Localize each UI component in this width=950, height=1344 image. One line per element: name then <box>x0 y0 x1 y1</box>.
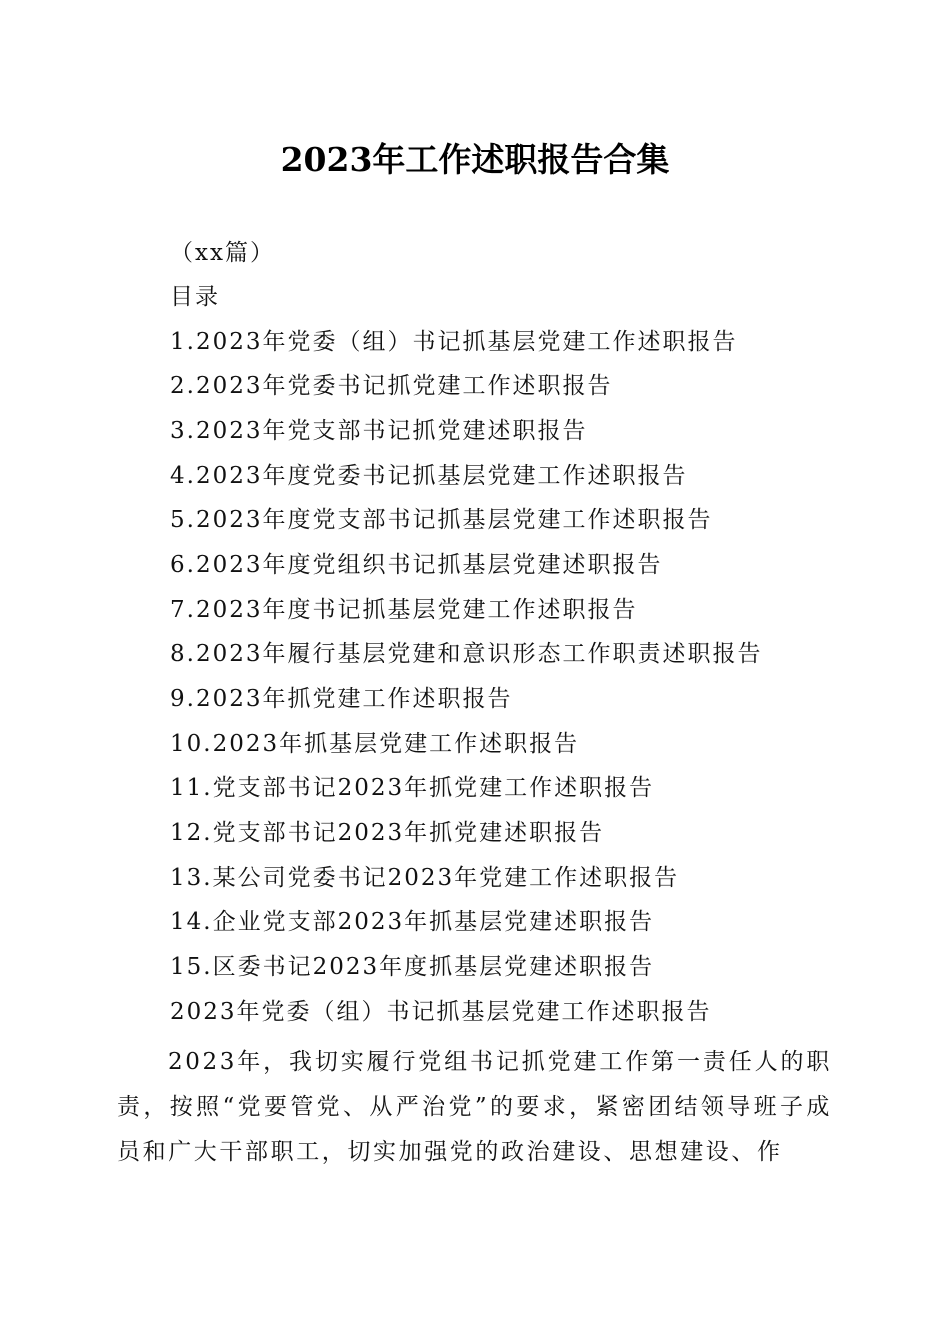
toc-item: 9.2023年抓党建工作述职报告 <box>170 686 513 712</box>
toc-item: 7.2023年度书记抓基层党建工作述职报告 <box>170 597 638 623</box>
body-paragraph: 2023年，我切实履行党组书记抓党建工作第一责任人的职责，按照“党要管党、从严治党”的要求，紧密团结领导班子成员和广大干部职工，切实加强党的政治建设、思想建设、作 <box>117 1049 832 1165</box>
toc-item: 15.区委书记2023年度抓基层党建述职报告 <box>170 954 655 980</box>
toc-item: 11.党支部书记2023年抓党建工作述职报告 <box>170 775 655 801</box>
toc-heading: 目录 <box>170 284 220 310</box>
section-heading: 2023年党委（组）书记抓基层党建工作述职报告 <box>170 999 712 1025</box>
document-title: 2023年工作述职报告合集 <box>280 140 670 179</box>
toc-item: 5.2023年度党支部书记抓基层党建工作述职报告 <box>170 507 713 533</box>
toc-item: 1.2023年党委（组）书记抓基层党建工作述职报告 <box>170 329 738 355</box>
toc-item: 8.2023年履行基层党建和意识形态工作职责述职报告 <box>170 641 763 667</box>
toc-item: 14.企业党支部2023年抓基层党建述职报告 <box>170 909 655 935</box>
toc-item: 13.某公司党委书记2023年党建工作述职报告 <box>170 865 680 891</box>
toc-item: 12.党支部书记2023年抓党建述职报告 <box>170 820 605 846</box>
count-note: （xx篇） <box>170 240 275 266</box>
toc-item: 4.2023年度党委书记抓基层党建工作述职报告 <box>170 463 688 489</box>
toc-item: 6.2023年度党组织书记抓基层党建述职报告 <box>170 552 663 578</box>
toc-item: 10.2023年抓基层党建工作述职报告 <box>170 731 580 757</box>
toc-item: 2.2023年党委书记抓党建工作述职报告 <box>170 373 613 399</box>
toc-item: 3.2023年党支部书记抓党建述职报告 <box>170 418 588 444</box>
